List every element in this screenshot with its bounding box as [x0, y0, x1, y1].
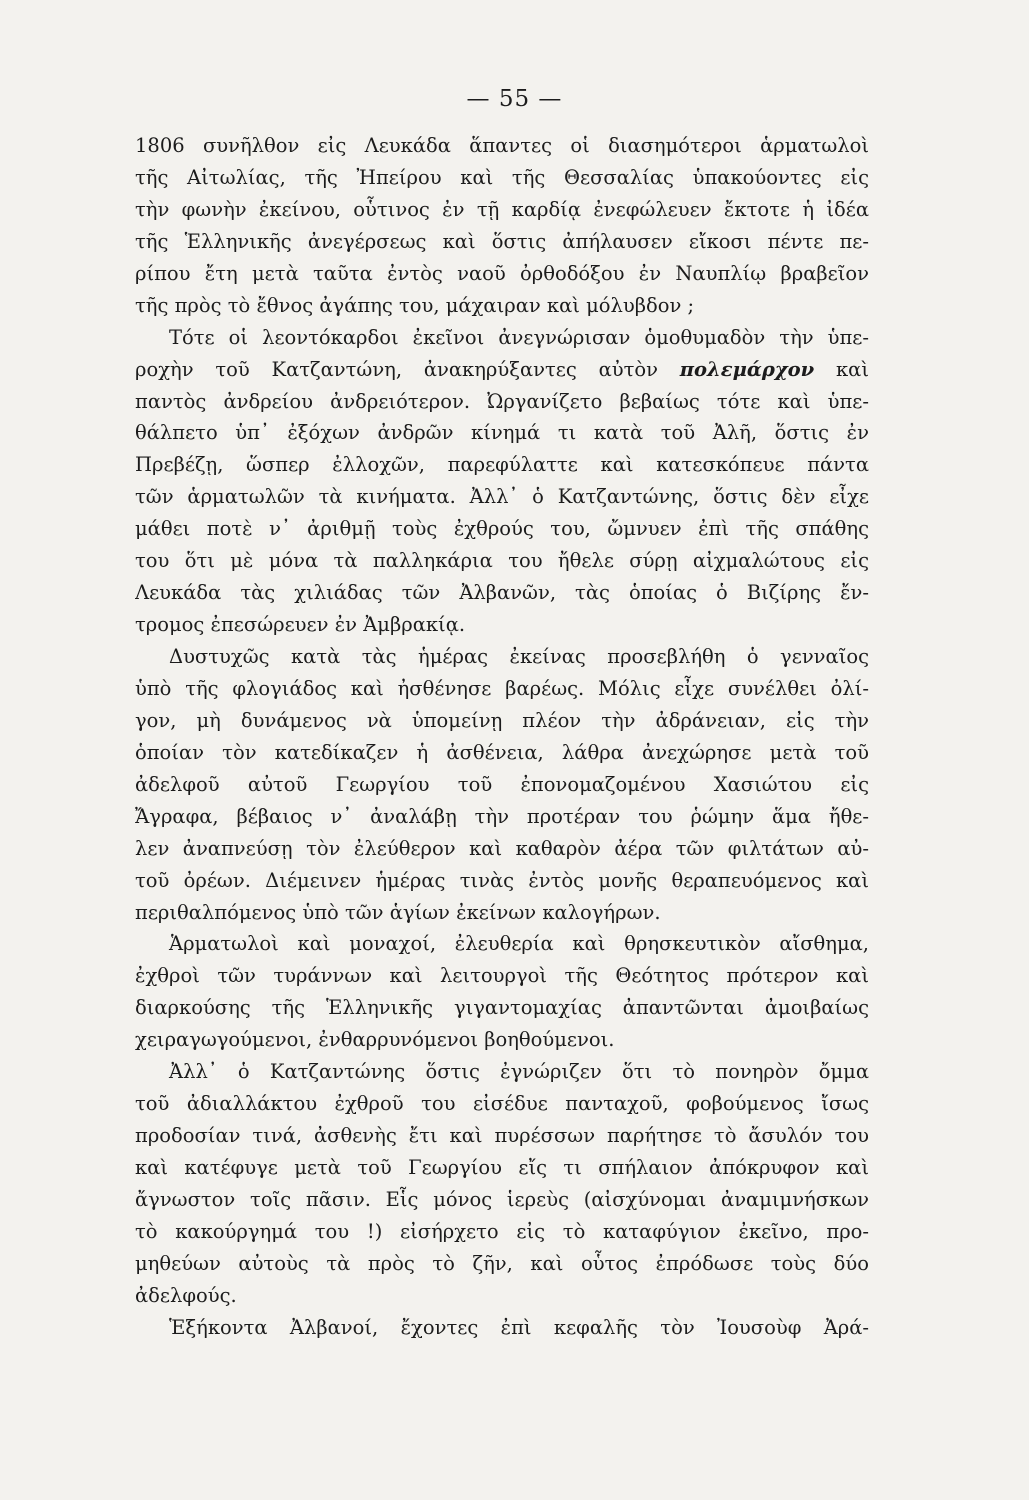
text-line: τὴν φωνὴν ἐκείνου, οὗτινος ἐν τῇ καρδίᾳ ἐνεφώλευεν ἔκτοτε ἡ ἰδέα — [135, 197, 869, 221]
text-line: καὶ κατέφυγε μετὰ τοῦ Γεωργίου εἴς τι σπήλαιον ἀπόκρυφον καὶ — [135, 1156, 869, 1179]
text-line: 1806 συνῆλθον εἰς Λευκάδα ἅπαντες οἱ διασημότεροι ἁρματωλοὶ — [135, 134, 869, 157]
text-line: ἀδελφοῦ αὐτοῦ Γεωργίου τοῦ ἐπονομαζομένου Χασιώτου εἰς — [135, 772, 869, 796]
text-line: Ἁρματωλοὶ καὶ μοναχοί, ἐλευθερία καὶ θρησκευτικὸν αἴσθημα, — [169, 932, 869, 956]
text-line: χειραγωγούμενοι, ἐνθαρρυνόμενοι βοηθούμενοι. — [135, 1028, 615, 1052]
text-line: τῆς Αἰτωλίας, τῆς Ἠπείρου καὶ τῆς Θεσσαλίας ὑπακούοντες εἰς — [135, 165, 869, 189]
text-line: τῶν ἁρματωλῶν τὰ κινήματα. Ἀλλ᾽ ὁ Κατζαντώνης, ὅστις δὲν εἶχε — [135, 485, 869, 509]
text-line: μάθει ποτὲ ν᾽ ἀριθμῇ τοὺς ἐχθρούς του, ὤμνυεν ἐπὶ τῆς σπάθης — [135, 517, 869, 541]
text-line: ὁποίαν τὸν κατεδίκαζεν ἡ ἀσθένεια, λάθρα ἀνεχώρησε μετὰ τοῦ — [135, 740, 869, 764]
text-line: Ἑξήκοντα Ἀλβανοί, ἔχοντες ἐπὶ κεφαλῆς τὸν Ἰουσοὺφ Ἀρά- — [169, 1315, 869, 1339]
text-line: του ὅτι μὲ μόνα τὰ παλληκάρια του ἤθελε σύρῃ αἰχμαλώτους εἰς — [135, 549, 869, 573]
text-line: τοῦ ἀδιαλλάκτου ἐχθροῦ του εἰσέδυε πανταχοῦ, φοβούμενος ἴσως — [135, 1092, 869, 1116]
text-line: ὑπὸ τῆς φλογιάδος καὶ ἠσθένησε βαρέως. Μόλις εἶχε συνέλθει ὀλί- — [135, 676, 869, 700]
text-line: Δυστυχῶς κατὰ τὰς ἡμέρας ἐκείνας προσεβλήθη ὁ γενναῖος — [169, 645, 869, 668]
text-line: λεν ἀναπνεύσῃ τὸν ἐλεύθερον καὶ καθαρὸν ἀέρα τῶν φιλτάτων αὐ- — [135, 836, 869, 860]
text-line: Πρεβέζῃ, ὥσπερ ἐλλοχῶν, παρεφύλαττε καὶ κατεσκόπευε πάντα — [135, 453, 869, 477]
text-line: Λευκάδα τὰς χιλιάδας τῶν Ἀλβανῶν, τὰς ὁποίας ὁ Βιζίρης ἔν- — [135, 581, 869, 605]
text-line: γον, μὴ δυνάμενος νὰ ὑπομείνῃ πλέον τὴν ἀδράνειαν, εἰς τὴν — [135, 708, 869, 732]
text-line: τῆς πρὸς τὸ ἔθνος ἀγάπης του, μάχαιραν καὶ μόλυβδον ; — [135, 293, 695, 317]
text-line: Ἀλλ᾽ ὁ Κατζαντώνης ὅστις ἐγνώριζεν ὅτι τὸ πονηρὸν ὄμμα — [169, 1060, 869, 1084]
text-line: προδοσίαν τινά, ἀσθενὴς ἔτι καὶ πυρέσσων παρήτησε τὸ ἄσυλόν του — [135, 1124, 869, 1148]
page-number: — 55 — — [466, 86, 563, 112]
text-line: τὸ κακούργημά του !) εἰσήρχετο εἰς τὸ καταφύγιον ἐκεῖνο, προ- — [135, 1219, 869, 1243]
text-line: τῆς Ἑλληνικῆς ἀνεγέρσεως καὶ ὅστις ἀπήλαυσεν εἴκοσι πέντε πε- — [135, 229, 869, 253]
text-line: παντὸς ἀνδρείου ἀνδρειότερον. Ὠργανίζετο βεβαίως τότε καὶ ὑπε- — [135, 389, 869, 413]
text-line: τοῦ ὀρέων. Διέμεινεν ἡμέρας τινὰς ἐντὸς μονῆς θεραπευόμενος καὶ — [135, 868, 869, 892]
text-line: διαρκούσης τῆς Ἑλληνικῆς γιγαντομαχίας ἀπαντῶνται ἀμοιβαίως — [135, 996, 869, 1020]
text-line: θάλπετο ὑπ᾽ ἐξόχων ἀνδρῶν κίνημά τι κατὰ τοῦ Ἀλῆ, ὅστις ἐν — [135, 421, 869, 445]
text-line: τρομος ἐπεσώρευεν ἐν Ἀμβρακίᾳ. — [135, 613, 466, 637]
text-line: περιθαλπόμενος ὑπὸ τῶν ἁγίων ἐκείνων καλογήρων. — [135, 900, 661, 924]
text-line: ἀδελφούς. — [135, 1283, 237, 1307]
text-line: ρίπου ἔτη μετὰ ταῦτα ἐντὸς ναοῦ ὀρθοδόξου ἐν Ναυπλίῳ βραβεῖον — [135, 261, 869, 285]
body-text — [135, 130, 869, 1344]
text-line: ἐχθροὶ τῶν τυράννων καὶ λειτουργοὶ τῆς Θεότητος πρότερον καὶ — [135, 964, 869, 988]
text-line: Ἄγραφα, βέβαιος ν᾽ ἀναλάβῃ τὴν προτέραν του ῥώμην ἅμα ἤθε- — [135, 804, 869, 828]
text-line: Τότε οἱ λεοντόκαρδοι ἐκεῖνοι ἀνεγνώρισαν ὁμοθυμαδὸν τὴν ὑπε- — [169, 325, 869, 349]
text-line: μηθεύων αὐτοὺς τὰ πρὸς τὸ ζῆν, καὶ οὗτος ἐπρόδωσε τοὺς δύο — [135, 1251, 869, 1275]
text-line: ἄγνωστον τοῖς πᾶσιν. Εἷς μόνος ἱερεὺς (αἰσχύνομαι ἀναμιμνήσκων — [135, 1187, 869, 1211]
text-line: ροχὴν τοῦ Κατζαντώνη, ἀνακηρύξαντες αὐτὸν πολεμάρχον καὶ — [135, 357, 869, 381]
